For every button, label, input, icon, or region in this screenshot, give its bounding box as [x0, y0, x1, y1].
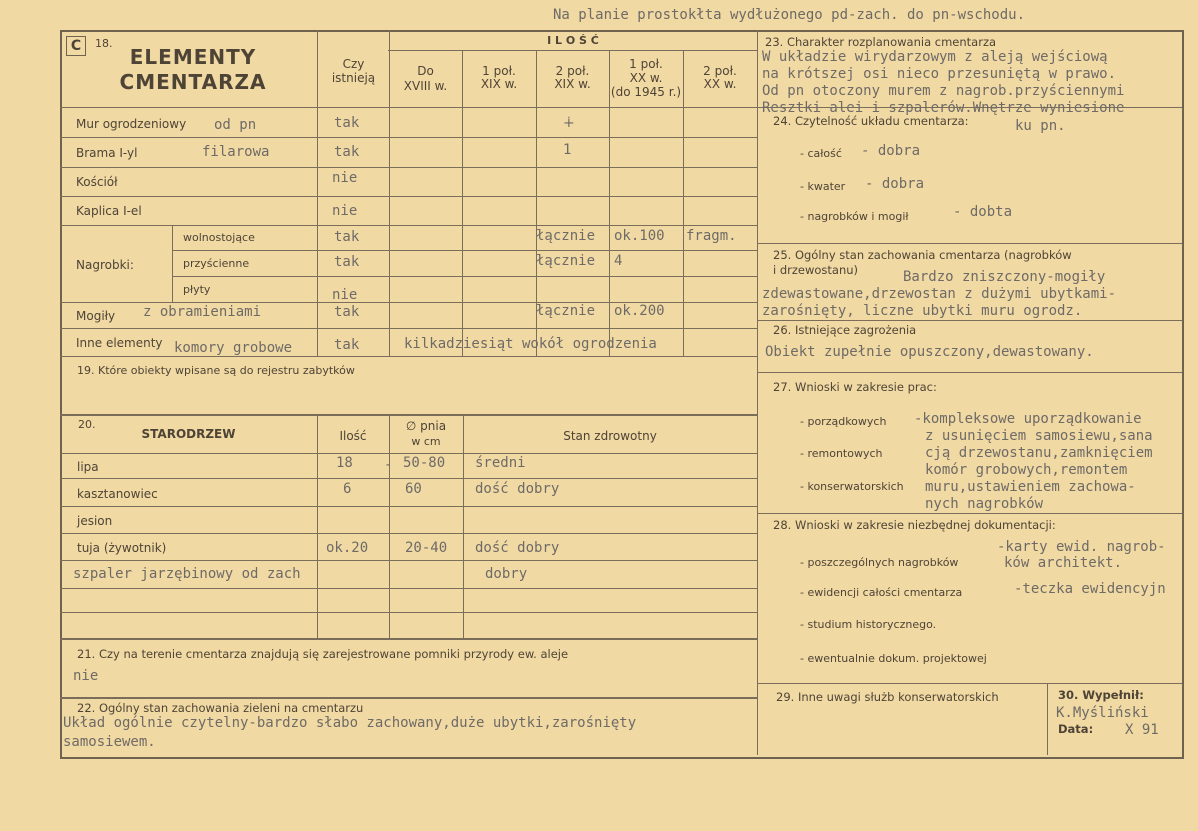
row-plyty-exists: nie: [332, 287, 358, 303]
section-27-line: -kompleksowe uporządkowanie: [914, 411, 1142, 427]
tree-diam: 60: [405, 481, 422, 497]
kwater-value: - dobra: [865, 176, 925, 192]
row-mur-mark: ∔: [563, 115, 575, 131]
row-mur-exists: tak: [334, 115, 360, 131]
section-27-line: z usunięciem samosiewu,sana: [925, 428, 1153, 444]
row-inne-desc: komory grobowe: [174, 340, 293, 356]
section-23-line: na krótszej osi nieco przesuniętą w prawo.: [762, 66, 1117, 82]
row-inne-label: Inne elementy: [76, 336, 163, 350]
tree-name: kasztanowiec: [77, 487, 158, 501]
tree-count: 18: [336, 455, 353, 471]
row-przysc-a: łącznie: [536, 253, 596, 269]
cmentarza-title: CMENTARZA: [119, 70, 267, 94]
col-ilosc: I L O Ś Ć: [547, 34, 599, 47]
col-1pol20-2: XX w.: [629, 71, 663, 85]
row-mur-desc: od pn: [214, 117, 257, 133]
col-1pol20-3: (do 1945 r.): [610, 85, 682, 99]
section-21-label: 21. Czy na terenie cmentarza znajdują się zarejestrowane pomniki przyrody ew. aleje: [77, 647, 569, 661]
col-czy-istnieja-2: istnieją: [331, 71, 376, 85]
col-trunk-2: w cm: [411, 435, 441, 448]
filled-by-name: K.Myśliński: [1056, 705, 1149, 721]
ewidencji-label: - ewidencji całości cmentarza: [800, 586, 963, 599]
section-22-label: 22. Ogólny stan zachowania zieleni na cmentarzu: [77, 701, 364, 715]
nagrobkow-label: - nagrobków i mogił: [800, 210, 909, 223]
section-21-value: nie: [73, 668, 99, 684]
tree-name: szpaler jarzębinowy od zach: [73, 566, 301, 582]
tree-name: jesion: [77, 514, 113, 528]
row-kosciol-exists: nie: [332, 170, 358, 186]
section-23-label: 23. Charakter rozplanowania cmentarza: [765, 35, 997, 49]
date-value: X 91: [1125, 722, 1159, 738]
tree-state: dość dobry: [475, 540, 560, 556]
tree-diam: 20-40: [405, 540, 448, 556]
section-27-line: muru,ustawieniem zachowa-: [925, 479, 1136, 495]
row-woln-c: fragm.: [686, 228, 737, 244]
col-1pol19-1: 1 poł.: [482, 64, 516, 78]
section-27-line: nych nagrobków: [925, 496, 1044, 512]
tree-name: tuja (żywotnik): [77, 541, 167, 555]
row-woln-b: ok.100: [614, 228, 665, 244]
porzadkowych-label: - porządkowych: [800, 415, 887, 428]
section-20-number: 20.: [78, 418, 96, 431]
col-1pol20-1: 1 poł.: [629, 57, 663, 71]
poszczegolnych-line1: -karty ewid. nagrob-: [997, 539, 1166, 555]
section-19-label: 19. Które obiekty wpisane są do rejestru zabytków: [77, 364, 355, 377]
row-mogily-a: łącznie: [536, 303, 596, 319]
row-brama-count: 1: [563, 142, 572, 158]
nagrobkow-value: - dobta: [953, 204, 1013, 220]
row-przysc-exists: tak: [334, 254, 360, 270]
section-29-label: 29. Inne uwagi służb konserwatorskich: [776, 690, 999, 704]
row-inne-exists: tak: [334, 337, 360, 353]
col-trunk-1: ∅ pnia: [405, 419, 447, 433]
date-label: Data:: [1058, 722, 1094, 736]
dokum-label: - ewentualnie dokum. projektowej: [800, 652, 987, 665]
section-28-label: 28. Wnioski w zakresie niezbędnej dokumentacji:: [773, 518, 1056, 532]
tree-name: lipa: [77, 460, 99, 474]
section-22-line1: Układ ogólnie czytelny-bardzo słabo zachowany,duże ubytki,zarośnięty: [63, 715, 637, 731]
section-26-label: 26. Istniejące zagrożenia: [773, 323, 917, 337]
row-inne-note: kilkadziesiąt wokół ogrodzenia: [404, 336, 657, 352]
row-przysc-label: przyścienne: [183, 257, 250, 270]
row-kaplica-label: Kaplica I-el: [76, 204, 142, 218]
tree-diam: 50-80: [403, 455, 446, 471]
section-23-line: Od pn otoczony murem z nagrob.przyściennymi: [762, 83, 1125, 99]
ewidencji-value: -teczka ewidencyjn: [1014, 581, 1166, 597]
section-18-number: 18.: [95, 37, 113, 50]
section-25-label2: i drzewostanu): [773, 263, 859, 277]
row-mogily-exists: tak: [334, 304, 360, 320]
row-mogily-desc: z obramieniami: [143, 304, 262, 320]
poszczegolnych-line2: ków architekt.: [1004, 555, 1123, 571]
top-note: Na planie prostokłta wydłużonego pd-zach. do pn-wschodu.: [553, 7, 1026, 23]
section-box-letter: C: [66, 36, 86, 56]
separator-main: [757, 30, 758, 755]
row-kosciol-label: Kościół: [76, 175, 118, 189]
section-24-extra: ku pn.: [1015, 118, 1066, 134]
section-24-label: 24. Czytelność układu cmentarza:: [773, 114, 969, 128]
col-health: Stan zdrowotny: [563, 429, 657, 443]
starodrzew-title: STARODRZEW: [141, 427, 236, 441]
col-tree-count: Ilość: [339, 429, 367, 443]
kwater-label: - kwater: [800, 180, 846, 193]
row-woln-exists: tak: [334, 229, 360, 245]
col-2pol20-1: 2 poł.: [703, 64, 737, 78]
calosc-value: - dobra: [861, 143, 921, 159]
tree-state: dość dobry: [475, 481, 560, 497]
tree-state: dobry: [485, 566, 528, 582]
section-23-line: Resztki alei i szpalerów.Wnętrze wyniesione: [762, 100, 1125, 116]
col-do18-1: Do: [417, 64, 434, 78]
calosc-label: - całość: [800, 147, 842, 160]
row-woln-a: łącznie: [536, 228, 596, 244]
elementy-title: ELEMENTY: [129, 45, 257, 69]
col-czy-istnieja-1: Czy: [342, 57, 365, 71]
remontowych-label: - remontowych: [800, 447, 883, 460]
studium-label: - studium historycznego.: [800, 618, 937, 631]
section-26-value: Obiekt zupełnie opuszczony,dewastowany.: [765, 344, 1094, 360]
tree-count: 6: [343, 481, 352, 497]
row-plyty-label: płyty: [183, 283, 211, 296]
col-do18-2: XVIII w.: [403, 79, 448, 93]
tree-count: ok.20: [326, 540, 369, 556]
section-23-line: W układzie wirydarzowym z aleją wejściową: [762, 49, 1108, 65]
row-mur-label: Mur ogrodzeniowy: [76, 117, 187, 131]
col-2pol19-2: XIX w.: [554, 77, 591, 91]
row-brama-exists: tak: [334, 144, 360, 160]
col-1pol19-2: XIX w.: [480, 77, 518, 91]
row-mogily-b: ok.200: [614, 303, 665, 319]
section-25-line2: zdewastowane,drzewostan z dużymi ubytkami-: [762, 286, 1117, 302]
row-nagrobki-label: Nagrobki:: [76, 258, 134, 272]
section-25-line1: Bardzo zniszczony-mogiły: [903, 269, 1106, 285]
section-25-line3: zarośnięty, liczne ubytki muru ogrodz.: [762, 303, 1083, 319]
col-2pol19-1: 2 poł.: [555, 64, 590, 78]
row-mogily-label: Mogiły: [76, 309, 116, 323]
row-woln-label: wolnostojące: [183, 231, 255, 244]
konserwatorskich-label: - konserwatorskich: [800, 480, 904, 493]
section-27-line: cją drzewostanu,zamknięciem: [925, 445, 1153, 461]
col-2pol20-2: XX w.: [703, 77, 737, 91]
row-brama-label: Brama I-yl: [76, 146, 138, 160]
row-przysc-b: 4: [614, 253, 623, 269]
tree-state: średni: [475, 455, 526, 471]
section-27-label: 27. Wnioski w zakresie prac:: [773, 380, 937, 394]
section-30-label: 30. Wypełnił:: [1058, 688, 1144, 702]
section-25-label1: 25. Ogólny stan zachowania cmentarza (nagrobków: [773, 248, 1072, 262]
row-kaplica-exists: nie: [332, 203, 358, 219]
tree-dash: -: [384, 457, 393, 473]
section-22-line2: samosiewem.: [63, 734, 156, 750]
poszczegolnych-label: - poszczególnych nagrobków: [800, 556, 959, 569]
row-brama-desc: filarowa: [202, 144, 270, 160]
section-27-line: komór grobowych,remontem: [925, 462, 1128, 478]
